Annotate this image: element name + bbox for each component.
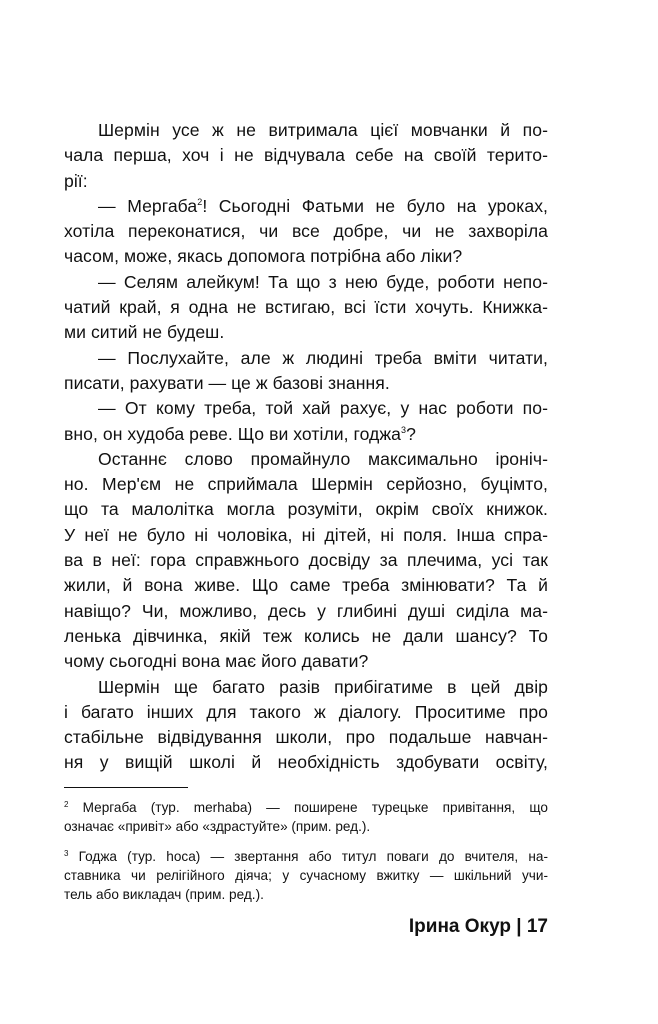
text-line: що та малолітка могла розуміти, окрім своїх книжок. [64, 499, 548, 520]
footnote-line: тель або викладач (прим. ред.). [64, 887, 264, 902]
text-fragment: — Мергаба [98, 195, 198, 216]
text-line: стабільне відвідування школи, про подальше навчан- [64, 727, 548, 748]
text-line: ми ситий не будеш. [64, 322, 225, 343]
text-line: чала перша, хоч і не відчувала себе на своїй терито- [64, 145, 548, 166]
footnote-line [64, 847, 548, 866]
text-line [64, 422, 548, 447]
text-line: ва в неї: гора справжнього досвіду за плечима, усі так [64, 550, 548, 571]
footnote-2 [64, 798, 548, 836]
footnote-number: 2 [64, 800, 69, 809]
author-page-number: Ірина Окур | 17 [408, 916, 548, 937]
text-line: но. Мер'єм не сприймала Шермін серйозно, буцімто, [64, 474, 548, 495]
text-line: навіщо? Чи, можливо, десь у глибині душі сиділа ма- [64, 600, 548, 621]
text-line: — Селям алейкум! Та що з нею буде, роботи непо- [98, 271, 548, 292]
footnote-ref-3: 3 [401, 424, 407, 435]
footnote-text: Годжа (тур. hoca) — звертання або титул поваги до вчителя, на- [78, 849, 548, 864]
text-line: Шермін ще багато разів прибігатиме в цей двір [98, 676, 548, 697]
text-line: Шермін усе ж не витримала цієї мовчанки й по- [98, 120, 548, 140]
text-fragment: ! Сьогодні Фатьми не було на уроках, [202, 195, 548, 216]
footnote-line: означає «привіт» або «здрастуйте» (прим. ред.). [64, 819, 371, 834]
text-line: Останнє слово промайнуло максимально іроніч- [98, 448, 548, 469]
text-line: хотіла переконатися, чи все добре, чи не захворіла [64, 221, 548, 242]
text-line: писати, рахувати — це ж базові знання. [64, 372, 390, 393]
text-fragment: ? [406, 423, 416, 444]
footnote-line: ставника чи релігійного діяча; у сучасному вжитку — шкільний учи- [64, 868, 548, 883]
footnote-line [64, 798, 548, 817]
footnote-divider [64, 787, 188, 788]
text-line: ня у вищій школі й необхідність здобувати освіту, [64, 752, 548, 773]
text-line: чому сьогодні вона має його давати? [64, 651, 369, 672]
footnote-3 [64, 847, 548, 904]
main-text [64, 118, 548, 776]
text-line: і багато інших для такого ж діалогу. Проситиме про [64, 701, 548, 722]
text-line: У неї не було ні чоловіка, ні дітей, ні поля. Інша спра- [64, 524, 548, 545]
text-line: — От кому треба, той хай рахує, у нас роботи по- [98, 398, 548, 419]
footnote-ref-2: 2 [197, 196, 203, 207]
footnotes [64, 798, 548, 904]
text-line: жили, й вона живе. Що саме треба змінювати? Та й [64, 575, 548, 596]
text-line: — Послухайте, але ж людині треба вміти читати, [98, 347, 548, 368]
text-line: чатий край, я одна не встигаю, всі їсти хочуть. Книжка- [64, 297, 548, 318]
footnote-text: Мергаба (тур. merhaba) — поширене турецьке привітання, що [82, 800, 548, 815]
text-fragment: вно, он худоба реве. Що ви хотіли, годжа [64, 423, 402, 444]
text-line: рії: [64, 170, 88, 191]
footnote-number: 3 [64, 849, 69, 858]
text-line: ленька дівчинка, якій теж колись не дали шансу? То [64, 625, 548, 646]
text-line [64, 194, 548, 219]
text-line: часом, може, якась допомога потрібна або ліки? [64, 246, 463, 267]
